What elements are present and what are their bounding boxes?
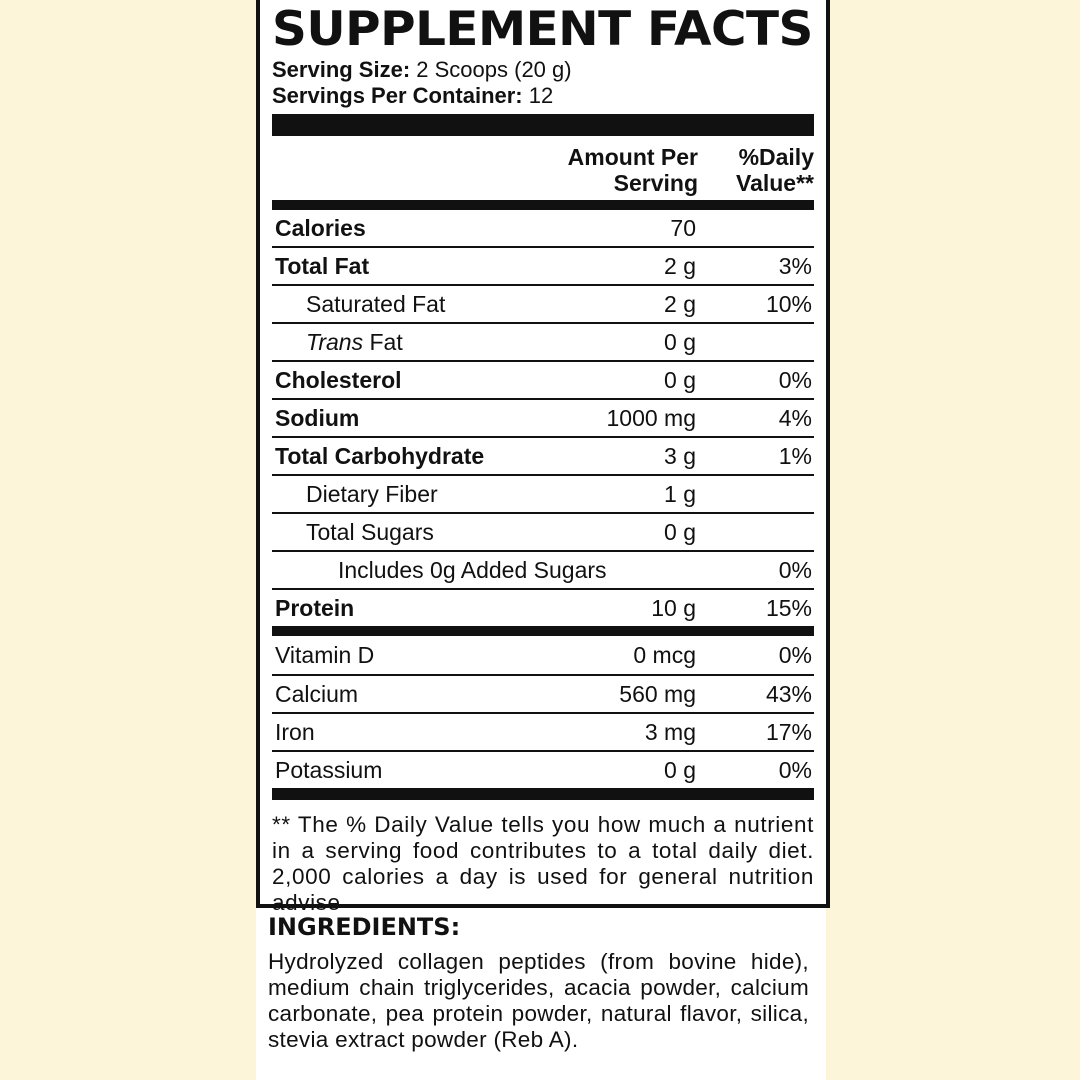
label-title: SUPPLEMENT FACTS (272, 2, 813, 57)
nutrient-row (272, 752, 814, 788)
nutrient-dv: 0% (778, 366, 812, 393)
nutrient-dv: 15% (765, 594, 812, 621)
nutrient-name: Total Fat (275, 252, 370, 279)
nutrient-dv: 4% (778, 404, 812, 431)
nutrient-amount: 2 g (664, 252, 696, 279)
nutrient-amount: 1000 mg (606, 404, 696, 431)
nutrient-dv: 3% (778, 252, 812, 279)
serving-info (272, 57, 814, 109)
nutrient-amount: 0 g (664, 328, 696, 355)
divider-medium (272, 788, 814, 800)
nutrient-dv: 17% (765, 718, 812, 745)
nutrient-amount: 0 g (664, 756, 696, 783)
nutrient-row (272, 210, 814, 248)
nutrient-amount: 10 g (651, 594, 696, 621)
nutrient-name: Sodium (275, 404, 360, 431)
nutrient-row (272, 438, 814, 476)
servings-per-container-value: 12 (528, 83, 554, 108)
nutrient-name: Total Carbohydrate (275, 442, 485, 469)
servings-per-container-label: Servings Per Container: (272, 83, 523, 108)
nutrient-name: Calories (275, 214, 366, 241)
nutrient-amount: 0 g (664, 518, 696, 545)
nutrient-row (272, 590, 814, 626)
nutrient-row (272, 476, 814, 514)
nutrient-name: Trans Fat (306, 328, 403, 355)
nutrient-row (272, 362, 814, 400)
nutrient-row (272, 400, 814, 438)
nutrient-name: Protein (275, 594, 355, 621)
serving-size-value: 2 Scoops (20 g) (416, 57, 572, 82)
column-header (272, 136, 814, 200)
nutrient-amount: 2 g (664, 290, 696, 317)
nutrient-dv: 1% (778, 442, 812, 469)
nutrient-row (272, 552, 814, 590)
nutrient-amount: 70 (670, 214, 696, 241)
nutrient-name: Total Sugars (306, 518, 434, 545)
ingredients-title: INGREDIENTS: (268, 913, 461, 941)
nutrient-row (272, 324, 814, 362)
nutrient-amount: 1 g (664, 480, 696, 507)
nutrient-name: Calcium (275, 680, 359, 707)
nutrient-name: Cholesterol (275, 366, 402, 393)
nutrient-name: Includes 0g Added Sugars (338, 556, 607, 583)
nutrient-row (272, 676, 814, 714)
divider-medium (272, 626, 814, 636)
divider-medium (272, 200, 814, 210)
nutrient-name: Saturated Fat (306, 290, 446, 317)
daily-value-header: %Daily Value** (736, 144, 814, 196)
nutrient-amount: 0 mcg (633, 641, 696, 668)
nutrient-amount: 0 g (664, 366, 696, 393)
nutrient-amount: 3 g (664, 442, 696, 469)
nutrient-dv: 0% (778, 556, 812, 583)
nutrient-dv: 0% (778, 756, 812, 783)
daily-value-footnote: ** The % Daily Value tells you how much a nutrient in a serving food contributes to a total daily diet. 2,000 calories a day is used for general nutrition advise (272, 812, 814, 915)
nutrient-dv: 43% (765, 680, 812, 707)
supplement-facts-box (256, 0, 830, 915)
nutrient-name: Dietary Fiber (306, 480, 438, 507)
nutrient-name: Potassium (275, 756, 383, 783)
nutrient-row (272, 714, 814, 752)
nutrient-amount: 560 mg (619, 680, 696, 707)
nutrient-name: Iron (275, 718, 315, 745)
nutrient-row (272, 248, 814, 286)
nutrient-name: Vitamin D (275, 641, 375, 668)
nutrient-row (272, 514, 814, 552)
amount-header: Amount Per Serving (567, 144, 698, 196)
nutrient-dv: 0% (778, 641, 812, 668)
nutrient-amount: 3 mg (644, 718, 696, 745)
nutrient-row (272, 636, 814, 676)
nutrient-dv: 10% (765, 290, 812, 317)
serving-size-label: Serving Size: (272, 57, 411, 82)
divider-thick (272, 114, 814, 136)
nutrient-row (272, 286, 814, 324)
ingredients-text: Hydrolyzed collagen peptides (from bovine hide), medium chain triglycerides, acacia powder, calcium carbonate, pea protein powder, natural flavor, silica, stevia extract powder (Reb A). (268, 949, 809, 1052)
